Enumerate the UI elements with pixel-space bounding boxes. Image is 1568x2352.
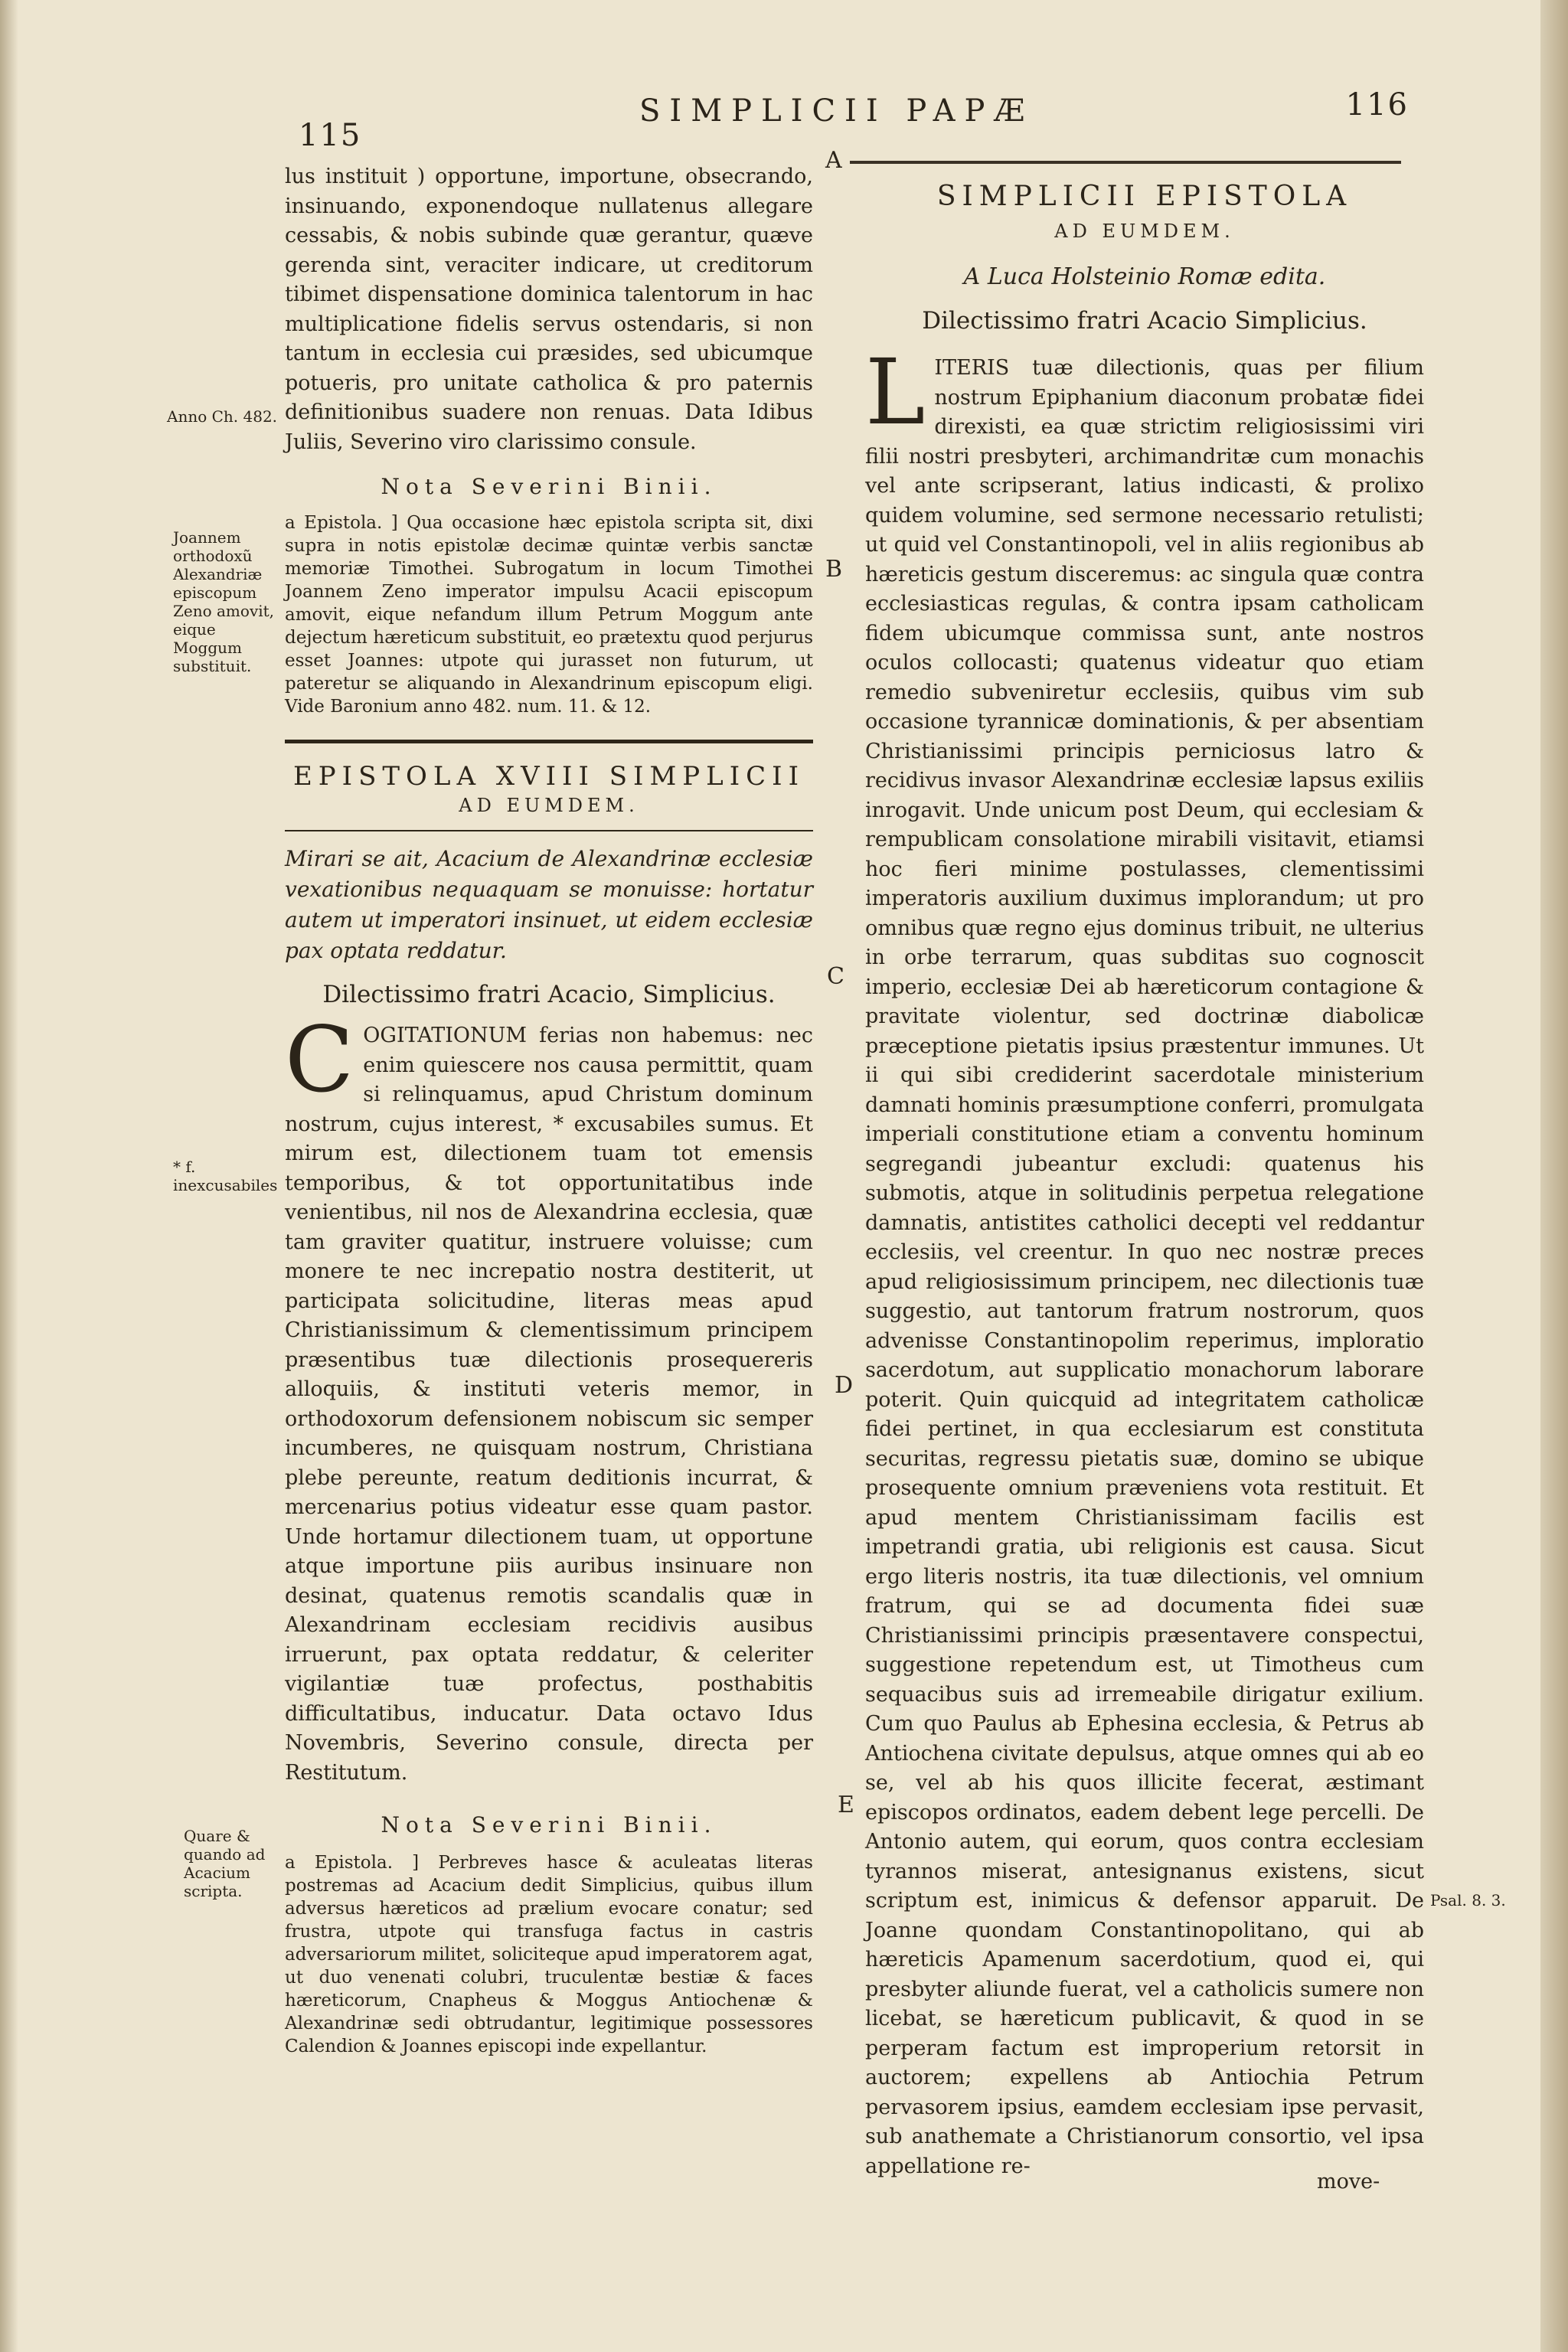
margin-note: Psal. 8. 3.: [1430, 1891, 1506, 1909]
body-text: OGITATIONUM ferias non habemus: nec enim quiescere nos causa permittit, quam si relinquamus, apud Christum dominum nostrum, cujus interest, * excusabiles sumus. Et mirum est, dilectionem tuam tot emensis temporibus, & tot opportunitatibus inde venientibus, nil nos de Alexandrina ecclesia, quæ tam graviter quatitur, instruere voluisse; cum monere te nec increpatio nostra destiterit, ut participata solicitudine, literas meas apud Christianissimum & clementissimum principem præsentibus tuæ dilectionis prosequereris alloquiis, & instituti veteris memor, in orthodoxorum defensionem nobiscum sic semper incumberes, ne quisquam nostrum, Christiana plebe pereunte, reatum deditionis incurrat, & mercenarius potius videatur esse quam pastor. Unde hortamur dilectionem tuam, ut opportune atque importune piis auribus insinuare non desinat, quatenus remotis scandalis quæ in Alexandrinam ecclesiam recidivis ausibus irruerunt, pax optata reddatur, & celeriter vigilantiæ tuæ profectus, posthabitis difficultatibus, inducatur. Data octavo Idus Novembris, Severino consule, directa per Restitutum.: [285, 1024, 813, 1785]
epistle-body: [865, 339, 1424, 2181]
section-marker: E: [838, 1792, 854, 1818]
header-rule: [850, 161, 1401, 164]
section-marker: A: [825, 147, 842, 174]
drop-cap: C: [285, 1007, 354, 1112]
margin-note: Anno Ch. 482.: [167, 407, 278, 426]
epistle-title: EPISTOLA XVIII SIMPLICII: [292, 760, 805, 792]
section-marker: D: [835, 1372, 854, 1399]
epistle-title: SIMPLICII EPISTOLA: [936, 181, 1353, 212]
page-edge: [1540, 0, 1568, 2352]
epistle-subtitle: AD EUMDEM.: [1054, 220, 1235, 242]
section-marker: B: [825, 556, 843, 583]
note-text: a Epistola. ] Perbreves hasce & aculeatas literas postremas ad Acacium dedit Simplicius, quibus illum adversus hæreticos ad prælium evocare conatur; sed frustra, utpote qui transfuga factus in castris adversariorum militet, soliciteque apud imperatorem agat, ut duo venenati colubri, truculentæ bestiæ & faces hæreticorum, Cnapheus & Moggus Antiochenæ & Alexandrinæ sedi obtrudantur, legitimique possessores Calendion & Joannes episcopi inde expellantur.: [285, 1852, 813, 2056]
epistle-body: [285, 1007, 813, 1788]
title-rule: [285, 830, 813, 831]
catchword: move-: [1317, 2170, 1380, 2194]
section-marker: C: [827, 963, 844, 990]
epistle-conclusion: lus instituit ) opportune, importune, obsecrando, insinuando, exponendoque nullatenus allegare cessabis, & nobis subinde quæ gerantur, quæve gerenda sint, veraciter indicare, ut creditorum tibimet dispensatione dominica talentorum in hac multiplicatione fidelis servus ostendaris, si non tantum in ecclesia cui præsides, sed ubicumque potueris, pro unitate catholica & pro paternis definitionibus suadere non renuas. Data Idibus Juliis, Severino viro clarissimo consule.: [285, 165, 813, 454]
page-header: [291, 80, 1409, 153]
note-heading: Nota Severini Binii.: [381, 474, 717, 499]
section-rule: [285, 740, 813, 743]
page-number-right: 116: [1345, 87, 1409, 122]
margin-note: * f. inexcusabiles: [173, 1158, 278, 1194]
page-gutter-shadow: [0, 0, 18, 2352]
salutation: Dilectissimo fratri Acacio, Simplicius.: [322, 980, 776, 1008]
salutation: Dilectissimo fratri Acacio Simplicius.: [922, 306, 1367, 335]
left-column: [285, 162, 813, 2058]
epistle-subtitle: AD EUMDEM.: [459, 795, 639, 816]
note-heading: Nota Severini Binii.: [381, 1812, 717, 1838]
page-number-left: 115: [299, 118, 362, 153]
body-text: ITERIS tuæ dilectionis, quas per filium nostrum Epiphanium diaconum probatæ fidei direxisti, ea quæ strictim religiosissimi viri filii nostri presbyteri, archimandritæ cum monachis vel ante scripserant, latius indicasti, & prolixo quidem volumine, sed sermone necessario retulisti; ut quid vel Constantinopoli, vel in aliis regionibus ab hæreticis gestum disceremus: ac singula quæ contra ecclesiasticas regulas, & contra ipsam catholicam fidem ubicumque commissa sunt, ante nostros oculos collocasti; quatenus videatur quo etiam remedio subveniretur ecclesiis, quibus vim sub occasione tyrannicæ dominationis, & per absentiam Christianissimi principis perniciosus latro & recidivus invasor Alexandrinæ ecclesiæ lapsus exiliis inrogavit. Unde unicum post Deum, qui ecclesiam & rempublicam consolatione mirabili visitavit, etiamsi hoc fieri minime postulasses, clementissimi imperatoris auxilium duximus implorandum; ut pro omnibus quæ regno ejus dominus tribuit, ne ulterius in orbe terrarum, quas subditas suo cognoscit imperio, ecclesiæ Dei ab hæreticorum contagione & pravitate violentur, sed doctrinæ diabolicæ præceptione pietatis ipsius præstentur immunes. Ut ii qui sibi crediderint sacerdotale ministerium damnati hominis præsumptione conferri, promulgata imperiali constitutione etiam a conventu hominum segregandi jubeantur excludi: quatenus his submotis, atque in solitudinis perpetua relegatione damnatis, antistites catholici decepti vel reddantur ecclesiis, vel creentur. In quo nec nostræ preces apud religiosissimum principem, nec dilectionis tuæ suggestio, aut tantorum fratrum nostrorum, quos advenisse Constantinopolim reperimus, imploratio sacerdotum, aut supplicatio monachorum laborare poterit. Quin quicquid ad integritatem catholicæ fidei pertinet, in qua ecclesiarum est constituta securitas, regressu pietatis suæ, domino se ubique prosequente omnium præveniens vota restituit. Et apud mentem Christianissimam facilis est impetrandi gratia, ubi religionis est causa. Sicut ergo literis nostris, ita tuæ dilectionis, vel omnium fratrum, qui se ad documenta fidei suæ Christianissimi principis præsentavere conspectui, suggestione repetendum est, ut Timotheus cum sequacibus suis ad irremeabile dirigatur exilium. Cum quo Paulus ab Ephesina ecclesia, & Petrus ab Antiochena civitate depulsus, atque omnes qui ab eo se, vel ab his quos illicite fecerat, æstimant episcopos ordinatos, eadem debent lege percelli. De Antonio autem, qui eorum, quos contra ecclesiam tyrannos miserat, antesignanus existens, sicut scriptum est, inimicus & defensor apparuit. De Joanne quondam Constantinopolitano, qui ab hæreticis Apamenum sacerdotium, quod ei, qui presbyter aliunde fuerat, vel a catholicis sumere non licebat, se hæreticum publicavit, & quod in se perperam factum est improperium retorsit in auctorem; expellens ab Antiochia Petrum pervasorem ipsius, eamdem ecclesiam ipse pervasit, sub anathemate a Christianorum consortio, vel ipsa appellatione re-: [865, 356, 1424, 2178]
right-column: [865, 182, 1424, 2181]
edition-source: A Luca Holsteinio Romæ edita.: [963, 263, 1326, 290]
note-text: a Epistola. ] Qua occasione hæc epistola scripta sit, dixi supra in notis epistolæ decimæ quintæ verbis sanctæ memoriæ Timothei. Subrogatum in locum Timothei Joannem Zeno imperator impulsu Acacii episcopum amovit, eique nefandum illum Petrum Moggum ante dejectum hæreticum substituit, eo prætextu quod perjurus esset Joannes: utpote qui jurasset non futurum, ut pateretur se aliquando in Alexandrinum episcopum eligi. Vide Baronium anno 482. num. 11. & 12.: [285, 512, 813, 717]
epistle-summary: Mirari se ait, Acacium de Alexandrinæ ecclesiæ vexationibus nequaquam se monuisse: hortatur autem ut imperatori insinuet, ut eidem ecclesiæ pax optata reddatur.: [285, 845, 813, 963]
margin-note: Quare & quando ad Acacium scripta.: [184, 1827, 266, 1900]
running-title: SIMPLICII PAPÆ: [639, 93, 1034, 129]
margin-note: Joannem orthodoxũ Alexandriæ episcopum Zeno amovit, eique Moggum substituit.: [173, 528, 275, 675]
drop-cap: L: [865, 339, 926, 445]
